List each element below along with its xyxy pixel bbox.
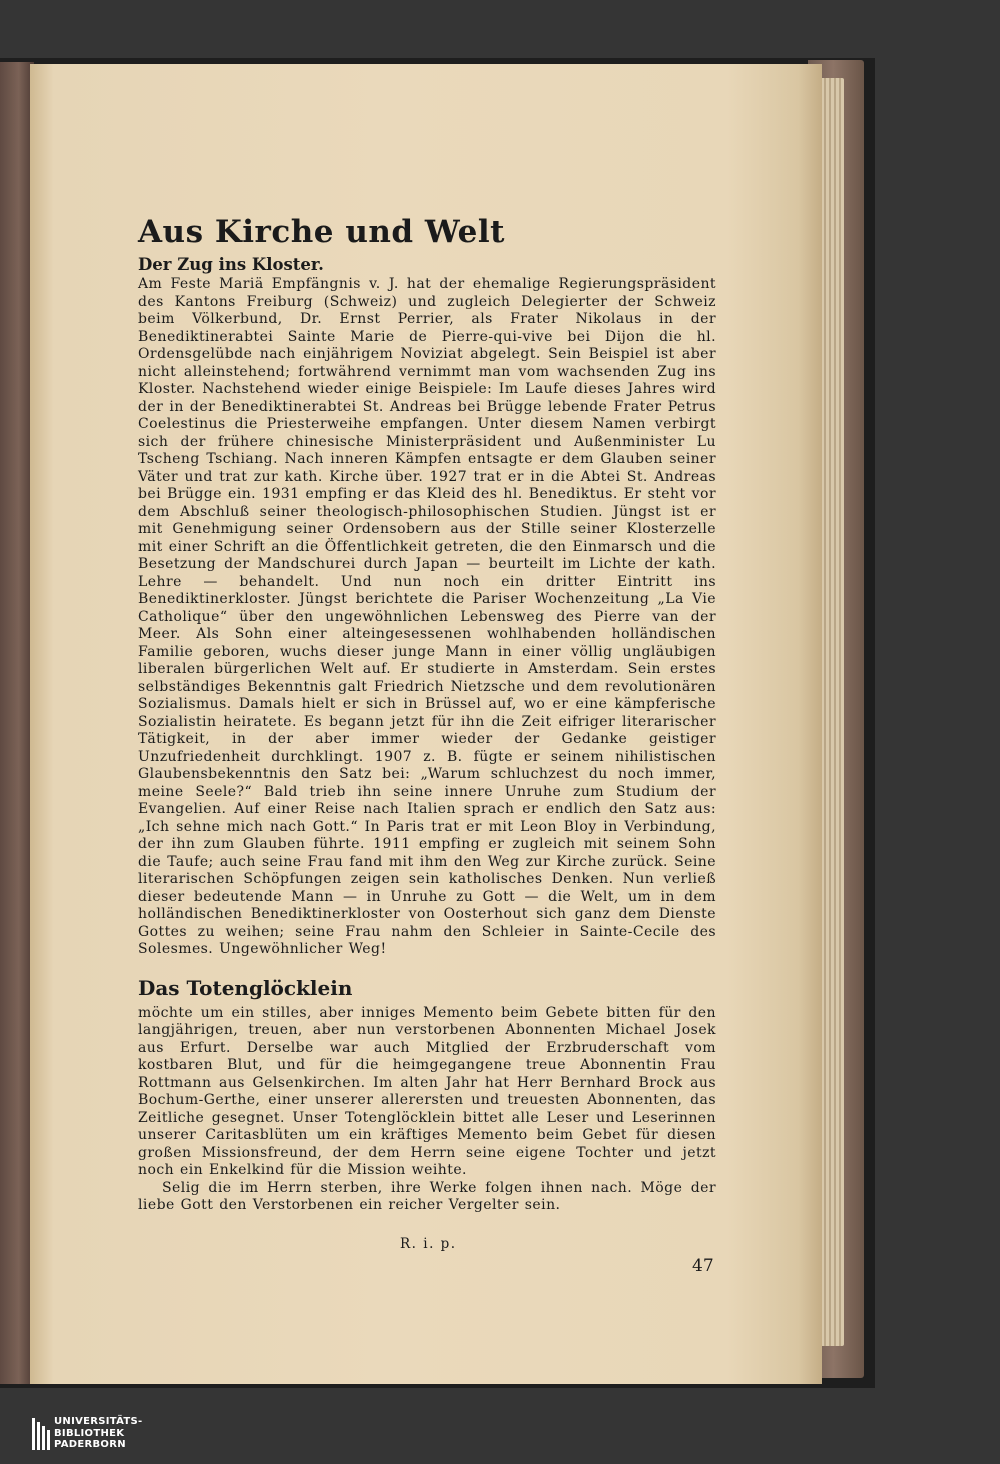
book-page — [30, 64, 822, 1384]
logo-line-3: PADERBORN — [54, 1439, 126, 1450]
library-logo-icon — [32, 1418, 50, 1450]
obituary-paragraph: möchte um ein stilles, aber inniges Memento beim Gebete bitten für den langjährigen, treuen, aber nun verstorbenen Abonnenten Michael Josek aus Erfurt. Derselbe war auch Mitglied der Erzbruderschaft vom kostbaren Blut, und für die heimgegangene treue Abonnentin Frau Rottmann aus Gelsenkirchen. Im alten Jahr hat Herr Bernhard Brock aus Bochum-Gerthe, einer unserer allerersten und treuesten Abonnenten, das Zeitliche gesegnet. Unser Totenglöcklein bittet alle Leser und Leserinnen unserer Caritasblüten um ein kräftiges Memento beim Gebet für diesen großen Missionsfreund, der dem Herrn seine eigene Tochter und jetzt noch ein Enkelkind für die Mission weihte. — [138, 1004, 716, 1178]
article-paragraph: Am Feste Mariä Empfängnis v. J. hat der ehemalige Regierungspräsident des Kantons Freiburg (Schweiz) und zugleich Delegierter der Schweiz beim Völkerbund, Dr. Ernst Perrier, als Frater Nikolaus in der Benediktinerabtei Sainte Marie de Pierre-qui-vive bei Dijon die hl. Ordensgelübde nach einjährigem Noviziat abgelegt. Sein Beispiel ist aber nicht alleinstehend; fortwährend vernimmt man vom wachsenden Zug ins Kloster. Nachstehend wieder einige Beispiele: Im Laufe dieses Jahres wird der in der Benediktinerabtei St. Andreas bei Brügge lebende Frater Petrus Coelestinus die Priesterweihe empfangen. Unter diesem Namen verbirgt sich der frühere chinesische Ministerpräsident und Außenminister Lu Tscheng Tschiang. Nach inneren Kämpfen entsagte er dem Glauben seiner Väter und trat zur kath. Kirche über. 1927 trat er in die Abtei St. Andreas bei Brügge ein. 1931 empfing er das Kleid des hl. Benediktus. Er steht vor dem Abschluß seiner theologisch-philosophischen Studien. Jüngst ist er mit Genehmigung seiner Ordensobern aus der Stille seiner Klosterzelle mit einer Schrift an die Öffentlichkeit getreten, die den Einmarsch und die Besetzung der Mandschurei durch Japan — beurteilt im Lichte der kath. Lehre — behandelt. Und nun noch ein dritter Eintritt ins Benediktinerkloster. Jüngst berichtete die Pariser Wochenzeitung „La Vie Catholique“ über den ungewöhnlichen Lebensweg des Pierre van der Meer. Als Sohn einer alteingesessenen wohlhabenden holländischen Familie geboren, wuchs dieser junge Mann in einer völlig ungläubigen liberalen bürgerlichen Welt auf. Er studierte in Amsterdam. Sein erstes selbständiges Bekenntnis galt Friedrich Nietzsche und dem revolutionären Sozialismus. Damals hielt er sich in Brüssel auf, wo er eine kämpferische Sozialistin heiratete. Es begann jetzt für ihn die Zeit eifriger literarischer Tätigkeit, in der aber immer wieder der Gedanke geistiger Unzufriedenheit durchklingt. 1907 z. B. fügte er seinem nihilistischen Glaubensbekenntnis den Satz bei: „Warum schluchzest du noch immer, meine Seele?“ Bald trieb ihn seine innere Unruhe zum Studium der Evangelien. Auf einer Reise nach Italien sprach er endlich den Satz aus: „Ich sehne mich nach Gott.“ In Paris trat er mit Leon Bloy in Verbindung, der ihn zum Glauben führte. 1911 empfing er zugleich mit seinem Sohn die Taufe; auch seine Frau fand mit ihm den Weg zur Kirche zurück. Seine literarischen Schöpfungen zeigen sein katholisches Denken. Nun verließ dieser bedeutende Mann — in Unruhe zu Gott — die Welt, um in dem holländischen Benediktinerkloster von Oosterhout sich ganz dem Dienste Gottes zu weihen; seine Frau nahm den Schleier in Sainte-Cecile des Solesmes. Ungewöhnlicher Weg! — [138, 276, 716, 957]
blessing-paragraph: Selig die im Herrn sterben, ihre Werke folgen ihnen nach. Möge der liebe Gott den Verstorbenen ein reicher Vergelter sein. — [138, 1179, 716, 1213]
section-heading-totengloecklein: Das Totenglöcklein — [138, 975, 353, 1000]
page-content — [138, 214, 716, 1215]
book-cover-left — [0, 62, 34, 1384]
page-number: 47 — [692, 1256, 714, 1276]
library-logo-text — [54, 1416, 143, 1451]
closing-rip: R. i. p. — [400, 1236, 457, 1252]
article-subheading: Der Zug ins Kloster. — [138, 255, 324, 274]
logo-line-2: BIBLIOTHEK — [54, 1427, 125, 1439]
library-logo — [32, 1414, 232, 1460]
page-heading: Aus Kirche und Welt — [138, 214, 505, 250]
logo-line-1: UNIVERSITÄTS- — [54, 1416, 143, 1427]
